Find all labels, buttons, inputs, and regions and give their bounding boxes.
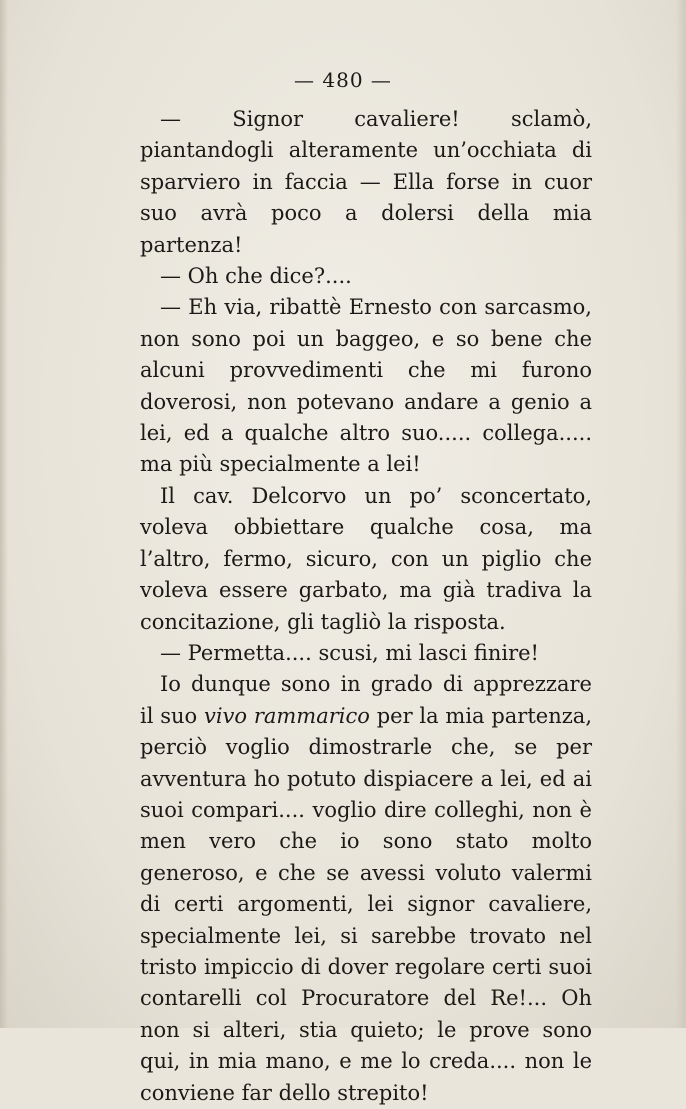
paragraph-6 [140,669,592,1109]
italic-phrase: vivo rammarico [203,703,370,728]
page-number: — 480 — [294,68,392,92]
paragraph-6-start: Io dunque sono in grado di apprezzare il suo [140,672,592,728]
paragraph-6-rest: per la mia partenza, perciò voglio dimostrarle che, se per avventura ho potuto dispiacere a lei, ed ai suoi compari.... voglio dire colleghi, non è men vero che io sono stato molto generoso, e che se avessi voluto valermi di certi argomenti, lei signor cavaliere, specialmente lei, si sarebbe trovato nel tristo impiccio di dover regolare certi suoi contarelli col Procuratore del Re!... Oh non si alteri, stia quieto; le prove sono qui, in mia mano, e me lo creda.... non le conviene far dello strepito! [140,703,593,1105]
paragraph-5: — Permetta.... scusi, mi lasci finire! [160,640,539,665]
page-edge-left [0,0,8,1028]
paragraph-2: — Oh che dice?.... [160,264,352,289]
body-text [140,104,592,1109]
paragraph-3: — Eh via, ribattè Ernesto con sarcasmo, non sono poi un baggeo, e so bene che alcuni provvedimenti che mi furono doverosi, non potevano andare a genio a lei, ed a qualche altro suo..... collega..... ma più specialmente a lei! [140,295,592,477]
paragraph-1: — Signor cavaliere! sclamò, piantandogli alteramente un’occhiata di sparviero in faccia — Ella forse in cuor suo avrà poco a dolersi della mia partenza! [140,107,592,257]
page-edge-right [676,0,686,1028]
paragraph-4: Il cav. Delcorvo un po’ sconcertato, voleva obbiettare qualche cosa, ma l’altro, fermo, sicuro, con un piglio che voleva essere garbato, ma già tradiva la concitazione, gli tagliò la risposta. [140,483,592,634]
